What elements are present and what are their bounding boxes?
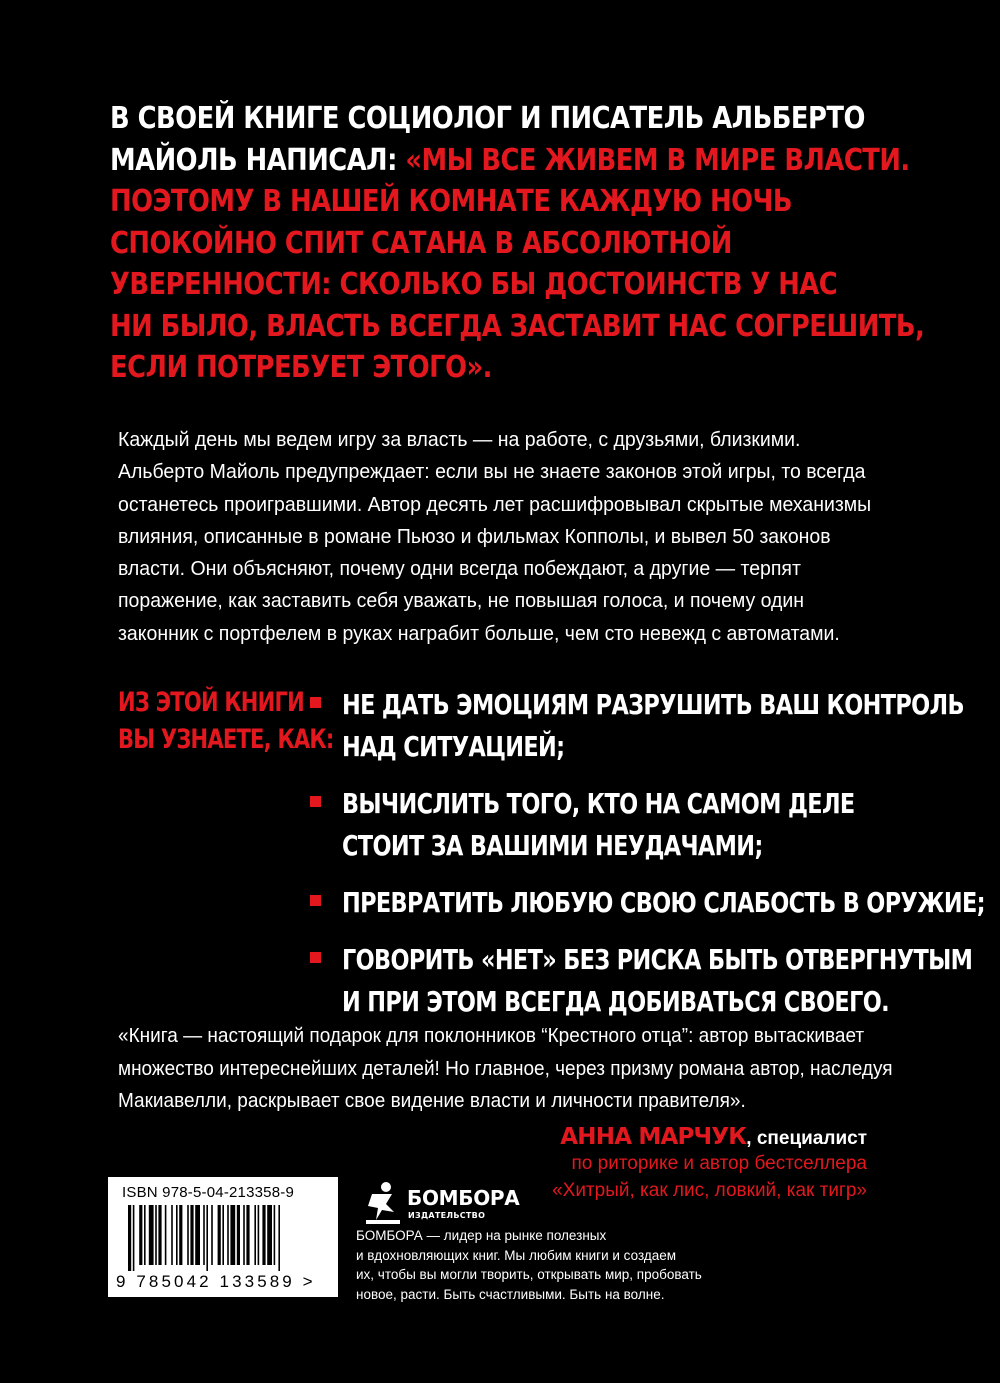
review-line: множество интереснейших деталей! Но главное, через призму романа автор, наследуя (118, 1057, 893, 1080)
bullet-square-icon (310, 796, 321, 807)
review-quote (118, 1020, 893, 1118)
headline-segment: «МЫ ВСЕ ЖИВЕМ В МИРЕ ВЛАСТИ. (405, 142, 910, 178)
author-name: АННА МАРЧУК (560, 1124, 747, 1150)
publisher-subtitle: ИЗДАТЕЛЬСТВО (408, 1211, 486, 1220)
isbn-text: ISBN 978-5-04-213358-9 (122, 1184, 295, 1201)
headline-segment: ЕСЛИ ПОТРЕБУЕТ ЭТОГО». (110, 350, 492, 385)
headline-line (110, 181, 899, 223)
author-heading (552, 1124, 867, 1150)
headline-line (110, 264, 899, 306)
list-item-line: ПРЕВРАТИТЬ ЛЮБУЮ СВОЮ СЛАБОСТЬ В ОРУЖИЕ; (342, 886, 985, 919)
list-item-line: ГОВОРИТЬ «НЕТ» БЕЗ РИСКА БЫТЬ ОТВЕРГНУТЫМ (342, 943, 973, 976)
author-sub-line: по риторике и автор бестселлера (571, 1153, 867, 1174)
bullet-square-icon (310, 895, 321, 906)
headline-segment: В СВОЕЙ КНИГЕ СОЦИОЛОГ И ПИСАТЕЛЬ АЛЬБЕРТО (110, 101, 865, 136)
review-line: «Книга — настоящий подарок для поклонников “Крестного отца”: автор вытаскивает (118, 1025, 865, 1047)
description-paragraph (118, 424, 897, 650)
author-role: , специалист (746, 1128, 867, 1149)
review-line: Макиавелли, раскрывает свое видение власти и личности правителя». (118, 1090, 746, 1112)
ean-digits: 9 785042 133589 > (116, 1272, 316, 1291)
list-item-text (342, 783, 918, 867)
description-line: законник с портфелем в руках награбит больше, чем сто невежд с автоматами. (118, 621, 840, 645)
list-item-line: НАД СИТУАЦИЕЙ; (342, 730, 565, 763)
bullet-square-icon (310, 697, 321, 708)
learn-label-line: ВЫ УЗНАЕТЕ, КАК: (118, 724, 334, 755)
headline-line (110, 140, 910, 182)
list-item-line: НЕ ДАТЬ ЭМОЦИЯМ РАЗРУШИТЬ ВАШ КОНТРОЛЬ (342, 688, 964, 721)
description-line: Каждый день мы ведем игру за власть — на работе, с друзьями, близкими. (118, 428, 801, 451)
headline-segment: ПОЭТОМУ В НАШЕЙ КОМНАТЕ КАЖДУЮ НОЧЬ (110, 184, 793, 219)
barcode-bars-icon (128, 1205, 324, 1271)
headline-line (110, 223, 899, 265)
headline-segment: СПОКОЙНО СПИТ САТАНА В АБСОЛЮТНОЙ (110, 225, 732, 261)
review-author (552, 1124, 867, 1204)
description-line: власти. Они объясняют, почему одни всегда побеждают, а другие — терпят (118, 557, 801, 581)
bullet-square-icon (310, 952, 321, 963)
headline-quote (110, 98, 925, 389)
list-item-text (342, 939, 973, 1023)
publisher-text-line: и вдохновляющих книг. Мы любим книги и создаем (356, 1247, 677, 1263)
publisher-text-line: новое, расти. Быть счастливыми. Быть на волне. (356, 1287, 665, 1303)
description-line: поражение, как заставить себя уважать, не повышая голоса, и почему один (118, 589, 805, 613)
list-item-text (342, 684, 964, 768)
list-item (310, 939, 973, 1023)
author-sub-line: «Хитрый, как лис, ловкий, как тигр» (552, 1180, 867, 1201)
headline-segment: МАЙОЛЬ НАПИСАЛ: (110, 142, 406, 178)
list-item-line: СТОИТ ЗА ВАШИМИ НЕУДАЧАМИ; (342, 829, 763, 862)
headline-segment: УВЕРЕННОСТИ: СКОЛЬКО БЫ ДОСТОИНСТВ У НАС (110, 267, 838, 302)
publisher-text-line: БОМБОРА — лидер на рынке полезных (356, 1228, 607, 1243)
list-item-text (342, 882, 985, 924)
headline-line (110, 98, 899, 140)
barcode (108, 1177, 338, 1297)
headline-line (110, 306, 925, 348)
learn-list (310, 684, 985, 1038)
description-line: Альберто Майоль предупреждает: если вы не знаете законов этой игры, то всегда (118, 460, 866, 484)
learn-label-line: ИЗ ЭТОЙ КНИГИ (118, 687, 304, 718)
list-item (310, 882, 985, 924)
list-item-line: ВЫЧИСЛИТЬ ТОГО, КТО НА САМОМ ДЕЛЕ (342, 787, 855, 820)
description-line: влияния, описанные в романе Пьюзо и фильмах Копполы, и вывел 50 законов (118, 524, 831, 548)
list-item-line: И ПРИ ЭТОМ ВСЕГДА ДОБИВАТЬСЯ СВОЕГО. (342, 985, 889, 1018)
learn-label (118, 684, 333, 758)
headline-segment: НИ БЫЛО, ВЛАСТЬ ВСЕГДА ЗАСТАВИТ НАС СОГРЕШИТЬ, (110, 308, 925, 344)
bombora-logo-icon (366, 1180, 400, 1224)
publisher-description (356, 1226, 702, 1305)
publisher-text-line: их, чтобы вы могли творить, открывать мир, пробовать (356, 1267, 702, 1283)
publisher-name: БОМБОРА (407, 1186, 520, 1210)
list-item (310, 684, 964, 768)
publisher-logo (366, 1180, 526, 1224)
description-line: останетесь проигравшими. Автор десять лет расшифровывал скрытые механизмы (118, 492, 872, 516)
list-item (310, 783, 910, 867)
headline-line (110, 347, 899, 389)
